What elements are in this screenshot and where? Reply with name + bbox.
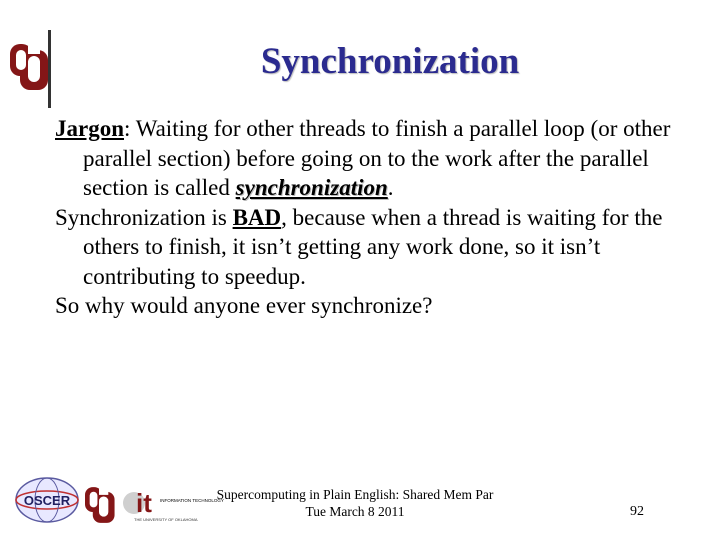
ou-small-logo-icon	[82, 484, 116, 526]
paragraph-text: Synchronization is	[55, 204, 233, 230]
paragraph-text: So why would anyone ever synchronize?	[55, 293, 433, 318]
it-logo-text: it	[136, 488, 152, 518]
body-paragraph	[55, 114, 695, 203]
slide-footer	[200, 486, 510, 520]
emphasis-sync: synchronization	[235, 175, 388, 200]
paragraph-text: : Waiting for other threads to finish a parallel loop (or other parallel section) before going on to the work after the parallel section is called	[83, 116, 671, 200]
oscer-logo-icon	[14, 476, 80, 524]
body-paragraph	[55, 291, 695, 321]
body-paragraph	[55, 203, 695, 292]
title-divider	[48, 30, 51, 108]
slide-body	[55, 114, 695, 321]
oscer-logo-text: OSCER	[23, 493, 71, 508]
paragraph-text: , because when a thread is waiting for the others to finish, it isn’t getting any work done, so it isn’t contributing to speedup.	[83, 204, 663, 289]
paragraph-text: .	[387, 175, 394, 200]
page-number: 92	[630, 504, 644, 519]
ou-logo-icon	[8, 40, 48, 94]
it-logo-subtext: INFORMATION TECHNOLOGY	[160, 498, 224, 503]
it-logo-icon	[120, 486, 224, 524]
emphasis-jargon: Jargon	[55, 116, 124, 141]
emphasis-bad: BAD	[232, 204, 282, 230]
footer-course-title: Supercomputing in Plain English: Shared Mem Par	[216, 487, 494, 502]
slide-title: Synchronization	[260, 41, 520, 82]
footer-date: Tue March 8 2011	[305, 504, 405, 519]
it-logo-bottom-text: THE UNIVERSITY OF OKLAHOMA	[134, 517, 198, 522]
